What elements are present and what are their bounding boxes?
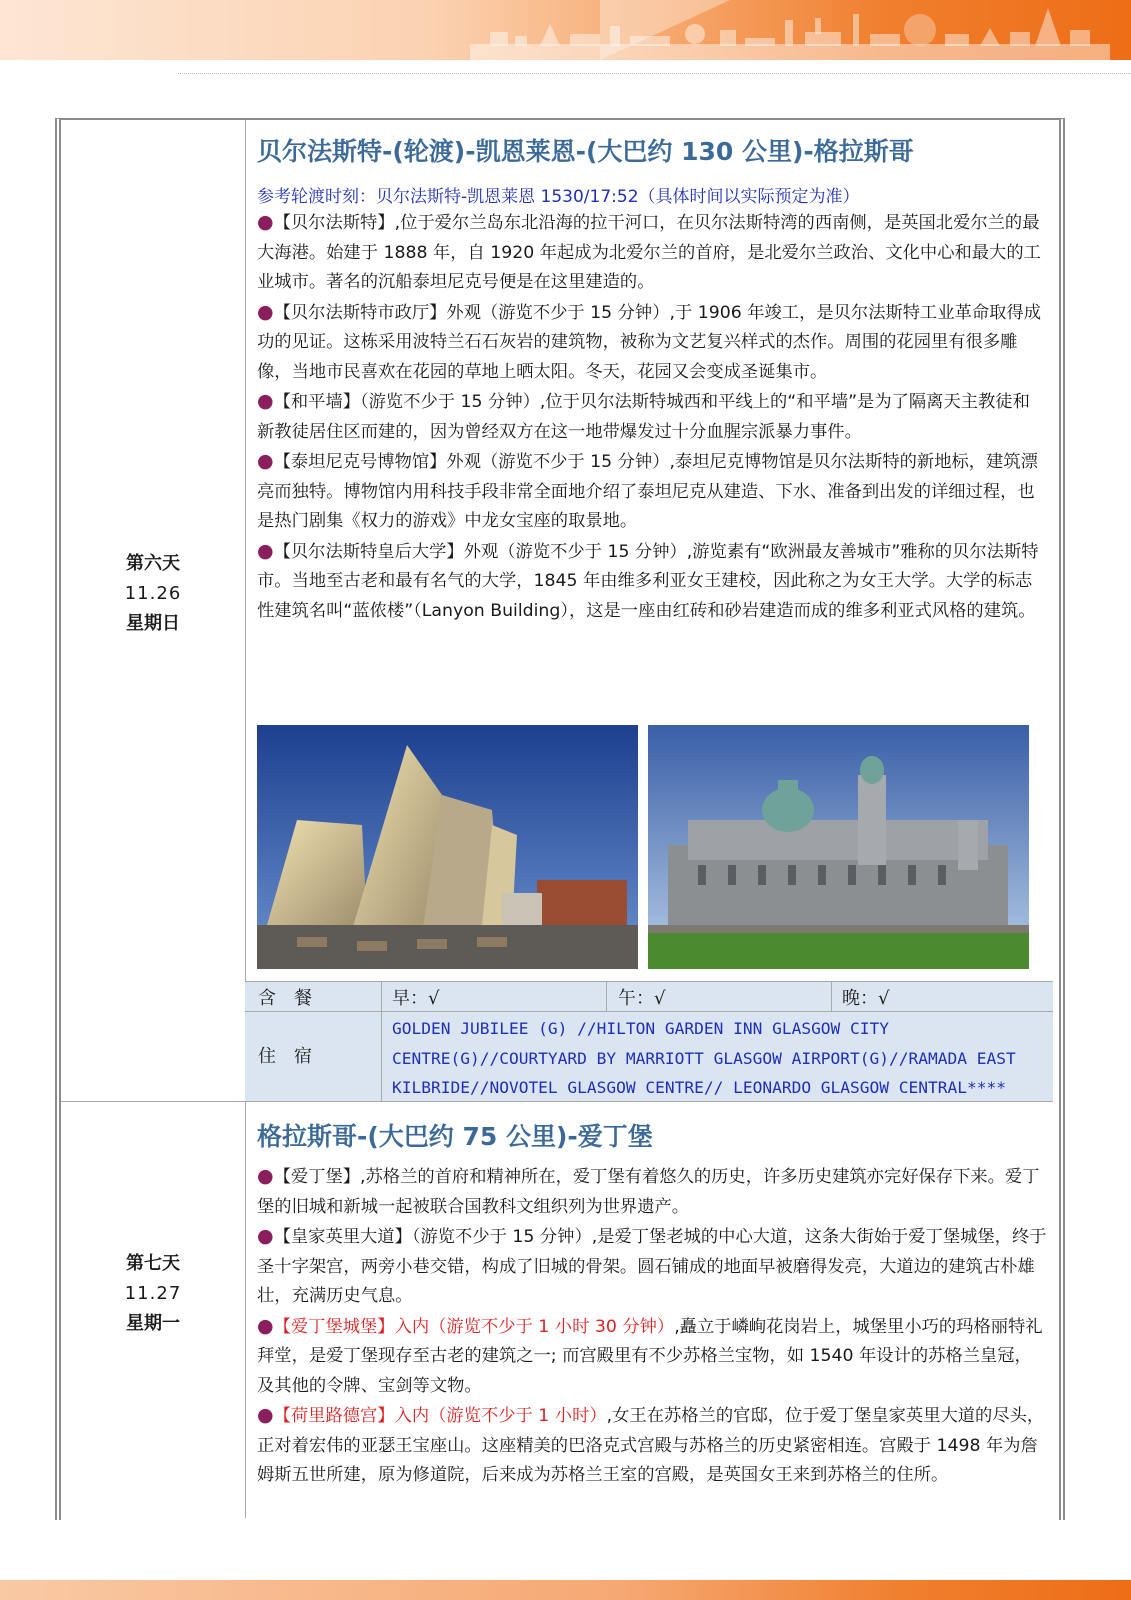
day6-ferry-note: 参考轮渡时刻：贝尔法斯特-凯恩莱恩 1530/17:52（具体时间以实际预定为准）: [257, 187, 860, 207]
attraction-highlight: 【荷里路德宫】入内（游览不少于 1 小时）: [273, 1406, 607, 1426]
attraction-highlight: 【爱丁堡城堡】入内（游览不少于 1 小时 30 分钟）: [273, 1316, 675, 1337]
attraction-name: 【贝尔法斯特皇后大学】: [273, 541, 464, 562]
bullet-icon: ●: [257, 539, 274, 562]
attraction-text: （游览不少于 15 分钟）,是爱丁堡老城的中心大道，这条大街始于爱丁堡城堡，终于圣十字架宫，两旁小巷交错，构成了旧城的骨架。圆石铺成的地面早被磨得发亮，大道边的建筑古朴雄壮，充满历史气息。: [257, 1227, 1047, 1306]
attraction-text: ,矗立于嶙峋花岗岩上，城堡里小巧的玛格丽特礼拜堂，是爱丁堡现存至古老的建筑之一; 而宫殿里有不少苏格兰宝物，如 1540 年设计的苏格兰皇冠，及其他的令牌、宝剑等文物。: [257, 1316, 1043, 1396]
row-divider: [245, 1011, 1053, 1012]
day7-label-cell: [61, 1249, 245, 1339]
attraction-name: 【贝尔法斯特市政厅】: [273, 302, 447, 323]
attraction-text: 外观（游览不少于 15 分钟）,泰坦尼克博物馆是贝尔法斯特的新地标，建筑漂亮而独特。博物馆内用科技手段非常全面地介绍了泰坦尼克从建造、下水、准备到出发的详细过程，也是热门剧集《权力的游戏》中龙女宝座的取景地。: [257, 452, 1038, 531]
day7-item: [257, 1312, 1047, 1402]
row-divider: [245, 981, 1053, 982]
lunch-value: 午：√: [618, 988, 666, 1009]
hotel-list: GOLDEN JUBILEE (G) //HILTON GARDEN INN GLASGOW CITY CENTRE(G)//COURTYARD BY MARRIOTT GLASGOW AIRPORT(G)//RAMADA EAST KILBRIDE//NOVOTEL GLASGOW CENTRE// LEONARDO GLASGOW CENTRAL****: [392, 1019, 1016, 1097]
day6-item: [257, 537, 1047, 627]
header-divider: [178, 73, 1131, 74]
attraction-text: ,女王在苏格兰的官邸，位于爱丁堡皇家英里大道的尽头，正对着宏伟的亚瑟王宝座山。这座精美的巴洛克式宫殿与苏格兰的历史紧密相连。宫殿于 1498 年为詹姆斯五世所建，原为修道院，后来成为苏格兰王室的宫殿，是英国女王来到苏格兰的住所。: [257, 1406, 1045, 1485]
city-hall-photo: [648, 725, 1029, 969]
attraction-text: 外观（游览不少于 15 分钟）,于 1906 年竣工，是贝尔法斯特工业革命取得成功的见证。这栋采用波特兰石石灰岩的建筑物，被称为文艺复兴样式的杰作。周围的花园里有很多雕像，当地市民喜欢在花园的草地上晒太阳。冬天，花园又会变成圣诞集市。: [257, 302, 1042, 382]
attraction-name: 【泰坦尼克号博物馆】: [273, 452, 447, 472]
attraction-text: ,苏格兰的首府和精神所在，爱丁堡有着悠久的历史，许多历史建筑亦完好保存下来。爱丁堡的旧城和新城一起被联合国教科文组织列为世界遗产。: [257, 1167, 1040, 1217]
attraction-text: ,位于爱尔兰岛东北沿海的拉干河口，在贝尔法斯特湾的西南侧，是英国北爱尔兰的最大海港。始建于 1888 年，自 1920 年起成为北爱尔兰的首府，是北爱尔兰政治、文化中心和最大的工业城市。著名的沉船泰坦尼克号便是在这里建造的。: [257, 213, 1041, 292]
day7-item: [257, 1162, 1047, 1222]
bullet-icon: ●: [257, 1404, 274, 1426]
day7-description: [257, 1162, 1047, 1491]
day7-item: [257, 1222, 1047, 1312]
bullet-icon: ●: [257, 211, 274, 233]
day6-weekday: 星期日: [126, 613, 180, 634]
page-header-banner: [0, 0, 1131, 60]
day7-day-label: 第七天: [126, 1253, 180, 1274]
attraction-name: 【和平墙】: [273, 392, 361, 412]
day6-title: 贝尔法斯特-(轮渡)-凯恩莱恩-(大巴约 130 公里)-格拉斯哥: [257, 137, 914, 166]
day6-item: [257, 387, 1047, 447]
bullet-icon: ●: [257, 390, 274, 412]
lodging-label: 住 宿: [258, 1046, 312, 1067]
day6-description: [257, 208, 1047, 626]
bullet-icon: ●: [257, 300, 274, 323]
page-footer-band: [0, 1580, 1131, 1600]
attraction-name: 【皇家英里大道】: [273, 1227, 412, 1247]
meals-label: 含 餐: [258, 988, 312, 1009]
cell-divider: [606, 981, 607, 1011]
cell-divider: [831, 981, 832, 1011]
day6-item: [257, 298, 1047, 388]
day6-item: [257, 447, 1047, 537]
city-skyline-icon: [470, 6, 1110, 60]
attraction-text: 外观（游览不少于 15 分钟）,游览素有“欧洲最友善城市”雅称的贝尔法斯特市。当地至古老和最有名气的大学，1845 年由维多利亚女王建校，因此称之为女王大学。大学的标志性建筑名叫“蓝侬楼”（Lanyon Building），这是一座由红砖和砂岩建造而成的维多利亚式风格的建筑。: [257, 541, 1039, 621]
day6-item: [257, 208, 1047, 298]
dinner-value: 晚：√: [842, 988, 890, 1009]
day7-weekday: 星期一: [126, 1313, 180, 1334]
attraction-name: 【贝尔法斯特】: [273, 213, 395, 233]
breakfast-value: 早：√: [392, 988, 440, 1009]
day7-date: 11.27: [124, 1283, 182, 1304]
attraction-text: （游览不少于 15 分钟）,位于贝尔法斯特城西和平线上的“和平墙”是为了隔离天主教徒和新教徒居住区而建的，因为曾经双方在这一地带爆发过十分血腥宗派暴力事件。: [257, 392, 1030, 442]
column-divider: [245, 120, 246, 1518]
day6-day-label: 第六天: [126, 553, 180, 574]
day7-title: 格拉斯哥-(大巴约 75 公里)-爱丁堡: [257, 1122, 653, 1151]
day6-date: 11.26: [124, 583, 182, 604]
titanic-museum-photo: [257, 725, 638, 969]
bullet-icon: ●: [257, 1165, 274, 1187]
attraction-name: 【爱丁堡】: [273, 1167, 361, 1187]
bullet-icon: ●: [257, 1314, 274, 1337]
bullet-icon: ●: [257, 1225, 274, 1247]
cell-divider: [381, 981, 382, 1101]
day6-label-cell: [61, 549, 245, 639]
bullet-icon: ●: [257, 450, 274, 472]
day7-item: [257, 1401, 1047, 1491]
